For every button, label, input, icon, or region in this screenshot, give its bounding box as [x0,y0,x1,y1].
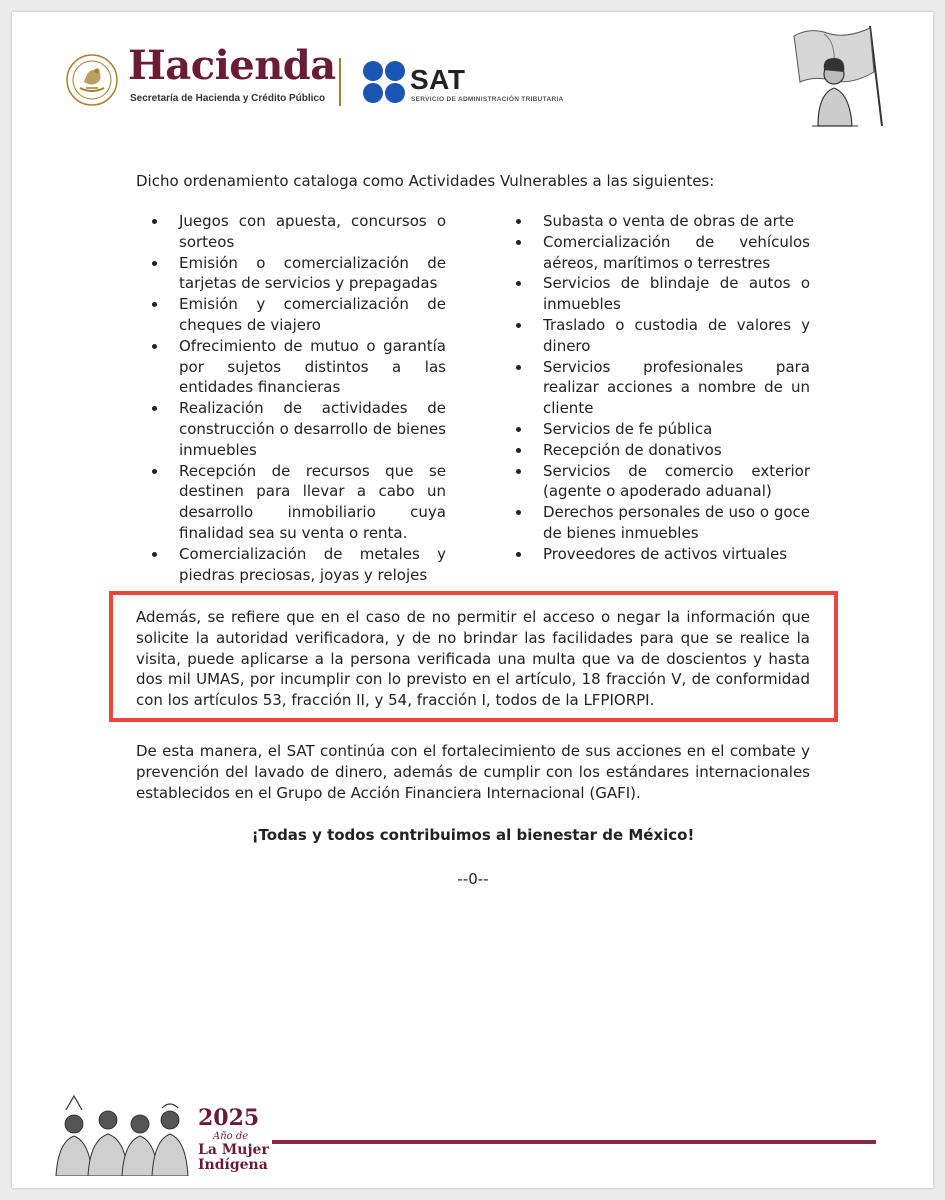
list-item: Comercialización de vehículos aéreos, marítimos o terrestres [514,232,810,274]
intro-paragraph: Dicho ordenamiento cataloga como Actividades Vulnerables a las siguientes: [136,172,715,190]
list-item: Emisión y comercialización de cheques de viajero [150,294,446,336]
closing-paragraph: De esta manera, el SAT continúa con el fortalecimiento de sus acciones en el combate y prevención del lavado de dinero, además de cumplir con los estándares internacionales establecidos en el Grupo de Acción Financiera Internacional (GAFI). [136,742,810,802]
list-item: Servicios de blindaje de autos o inmuebles [514,273,810,315]
list-item: Recepción de recursos que se destinen para llevar a cabo un desarrollo inmobiliario cuya finalidad sea su venta o renta. [150,461,446,544]
list-item: Servicios profesionales para realizar acciones a nombre de un cliente [514,357,810,419]
sat-title: SAT [410,64,466,95]
footer-year: 2025 [198,1105,260,1131]
list-item: Realización de actividades de construcción o desarrollo de bienes inmuebles [150,398,446,460]
indigenous-women-illustration [52,1090,192,1176]
list-item: Recepción de donativos [514,440,810,461]
mexican-eagle-seal-icon [66,54,118,106]
hacienda-title: Hacienda [128,42,336,89]
footer-year-title-line: La Mujer [198,1142,269,1158]
list-item: Proveedores de activos virtuales [514,544,810,565]
sat-dots-logo-icon [362,60,406,104]
list-item: Derechos personales de uso o goce de bienes inmuebles [514,502,810,544]
list-item: Emisión o comercialización de tarjetas de servicios y prepagadas [150,253,446,295]
woman-with-flag-illustration [784,22,888,130]
end-mark: --0-- [457,870,489,888]
list-item: Ofrecimiento de mutuo o garantía por sujetos distintos a las entidades financieras [150,336,446,398]
activities-list-left [150,211,446,585]
header-divider [339,58,341,106]
list-item: Subasta o venta de obras de arte [514,211,810,232]
footer-year-title [198,1143,269,1174]
footer-year-label: Año de [213,1131,249,1142]
footer-divider-line [272,1140,876,1144]
activities-list-right [514,211,810,565]
list-item: Servicios de comercio exterior (agente o apoderado aduanal) [514,461,810,503]
highlighted-paragraph: Además, se refiere que en el caso de no permitir el acceso o negar la información que solicite la autoridad verificadora, y de no brindar las facilidades para que se realice la visita, puede aplicarse a la persona verificada una multa que va de doscientos y hasta dos mil UMAS, por incumplir con lo previsto en el artículo, 18 fracción V, de conformidad con los artículos 53, fracción II, y 54, fracción I, todos de la LFPIORPI. [136,608,810,710]
list-item: Traslado o custodia de valores y dinero [514,315,810,357]
list-item: Juegos con apuesta, concursos o sorteos [150,211,446,253]
footer-year-title-line: Indígena [198,1157,268,1174]
sat-subtitle: SERVICIO DE ADMINISTRACIÓN TRIBUTARIA [411,96,564,103]
list-item: Comercialización de metales y piedras preciosas, joyas y relojes [150,544,446,586]
list-item: Servicios de fe pública [514,419,810,440]
slogan: ¡Todas y todos contribuimos al bienestar de México! [251,826,695,844]
hacienda-subtitle: Secretaría de Hacienda y Crédito Público [130,93,326,104]
